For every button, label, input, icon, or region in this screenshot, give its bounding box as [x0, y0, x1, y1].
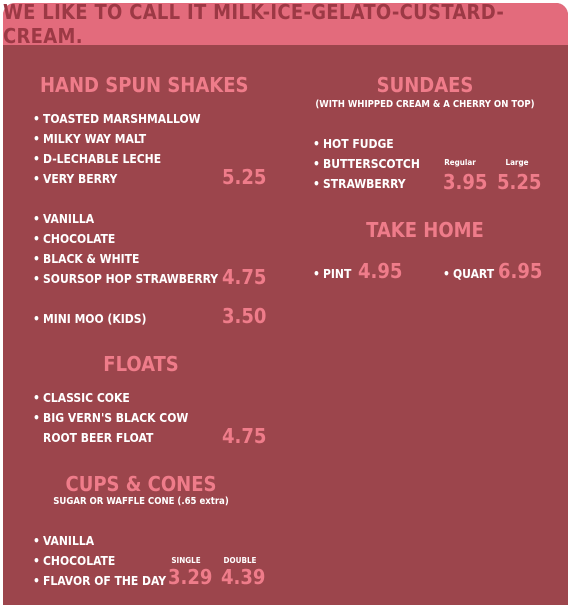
quart-price: 6.95	[498, 259, 543, 283]
menu-item: • SOURSOP HOP STRAWBERRY	[33, 272, 219, 286]
cups-heading: CUPS & CONES	[65, 472, 217, 496]
menu-item: • MILKY WAY MALT	[33, 132, 147, 146]
double-label: DOUBLE	[223, 556, 257, 565]
menu-item: • BLACK & WHITE	[33, 252, 140, 266]
menu-item: • MINI MOO (KIDS)	[33, 312, 147, 326]
regular-price: 3.95	[443, 170, 488, 194]
pint-price: 4.95	[358, 259, 403, 283]
quart-item: • QUART	[443, 267, 495, 281]
shakes-group1-price: 5.25	[222, 165, 267, 189]
menu-item: • STRAWBERRY	[313, 177, 406, 191]
take-home-heading: TAKE HOME	[366, 218, 484, 242]
shakes-group2-price: 4.75	[222, 265, 267, 289]
kids-price: 3.50	[222, 304, 267, 328]
menu-item: • VANILLA	[33, 534, 95, 548]
large-label: Large	[505, 158, 529, 167]
shakes-heading: HAND SPUN SHAKES	[40, 73, 249, 97]
menu-item: • VERY BERRY	[33, 172, 118, 186]
floats-price: 4.75	[222, 424, 267, 448]
single-label: SINGLE	[171, 556, 201, 565]
menu-item: • BUTTERSCOTCH	[313, 157, 420, 171]
menu-item: • CLASSIC COKE	[33, 391, 130, 405]
menu-item: • HOT FUDGE	[313, 137, 394, 151]
large-price: 5.25	[497, 170, 542, 194]
sundaes-subtitle: (WITH WHIPPED CREAM & A CHERRY ON TOP)	[315, 99, 535, 110]
sundaes-heading: SUNDAES	[376, 73, 474, 97]
menu-item: • CHOCOLATE	[33, 232, 116, 246]
menu-item: • FLAVOR OF THE DAY	[33, 574, 167, 588]
single-price: 3.29	[168, 565, 213, 589]
pint-item: • PINT	[313, 267, 352, 281]
menu-item: • TOASTED MARSHMALLOW	[33, 112, 201, 126]
menu-item: • CHOCOLATE	[33, 554, 116, 568]
menu-banner: WE LIKE TO CALL IT MILK-ICE-GELATO-CUSTARD-CREAM.	[3, 3, 568, 45]
menu-item: • D-LECHABLE LECHE	[33, 152, 162, 166]
menu-item-continuation: ROOT BEER FLOAT	[43, 431, 154, 445]
double-price: 4.39	[221, 565, 266, 589]
menu-item: • VANILLA	[33, 212, 95, 226]
menu-item: • BIG VERN'S BLACK COW	[33, 411, 189, 425]
floats-heading: FLOATS	[103, 352, 179, 376]
cups-subtitle: SUGAR OR WAFFLE CONE (.65 extra)	[53, 496, 229, 507]
regular-label: Regular	[444, 158, 476, 167]
